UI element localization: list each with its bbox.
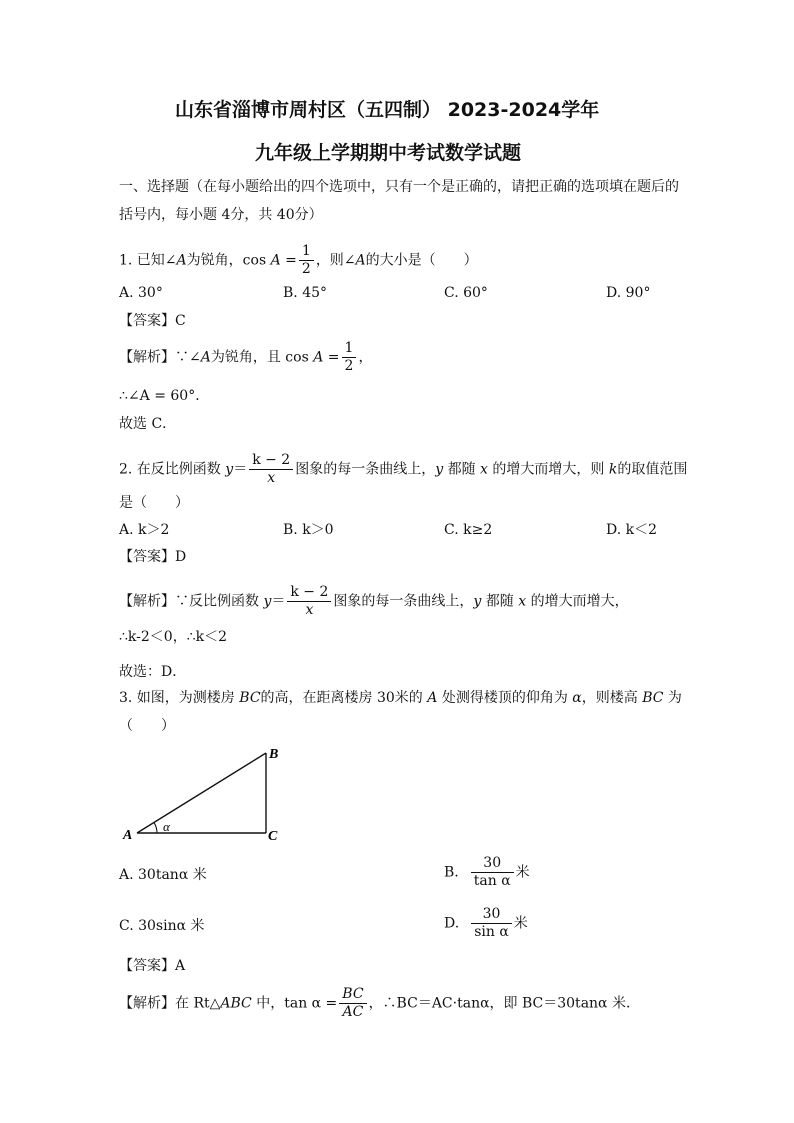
q2-therefore: ∴k-2＜0，∴k＜2 (119, 629, 227, 645)
q1-analysis-fraction: $\frac{1}{2}$ (342, 340, 357, 375)
fig-label-c: C (268, 829, 278, 844)
q1-therefore: ∴∠A = 60°． (119, 388, 210, 404)
q1-answer: 【答案】C (119, 313, 186, 329)
q1-fraction: $\frac{1}{2}$ (299, 243, 314, 278)
q2-option-b: B. k＞0 (283, 522, 334, 538)
q1-choose: 故选 C． (119, 416, 177, 432)
q2-stem: 2. 在反比例函数 y＝ $\frac{k - 2}{x}$ 图象的每一条曲线上，y 都随 x 的增大而增大，则 k的取值范围 (119, 452, 688, 486)
q3-stem-line-2: （ ） (119, 718, 175, 734)
fig-label-b: B (269, 747, 279, 762)
q2-answer: 【答案】D (119, 549, 187, 565)
q3-answer: 【答案】A (119, 958, 186, 974)
q3-analysis: 【解析】在 Rt△ABC 中，tan α = $\frac{BC}{AC}$ ，∴BC＝AC·tanα，即 BC＝30tanα 米． (119, 986, 640, 1020)
q3-triangle-figure (115, 740, 295, 850)
title-line-1: 山东省淄博市周村区（五四制） 2023-2024学年 (175, 99, 600, 121)
q1-stem: 1. 已知∠A为锐角，cos A = $\frac{1}{2}$ ，则∠A的大小是（ ） (119, 243, 478, 277)
q3-stem: 3. 如图，为测楼房 BC的高，在距离楼房 30米的 A 处测得楼顶的仰角为 α，则楼高 BC 为 (119, 690, 682, 706)
fig-label-alpha: α (163, 819, 170, 834)
section-heading-line-2: 括号内，每小题 4分，共 40分） (119, 207, 323, 223)
q2-analysis-fraction: $\frac{k - 2}{x}$ (287, 584, 331, 619)
q2-fraction: $\frac{k - 2}{x}$ (249, 452, 293, 487)
q1-analysis: 【解析】∵∠A为锐角，且 cos A = $\frac{1}{2}$ ， (119, 340, 373, 374)
fig-label-a: A (123, 828, 133, 843)
q1-option-a: A. 30° (119, 285, 163, 301)
q1-option-b: B. 45° (283, 285, 328, 301)
q2-option-c: C. k≥2 (444, 522, 493, 538)
q3-option-c: C. 30sinα 米 (119, 918, 205, 934)
q2-analysis: 【解析】∵反比例函数 y＝ $\frac{k - 2}{x}$ 图象的每一条曲线上，y 都随 x 的增大而增大， (119, 584, 629, 618)
q3-option-b: B. $\frac{30}{\text{tan α}}$ 米 (444, 855, 530, 889)
q1-option-c: C. 60° (444, 285, 488, 301)
title-line-2: 九年级上学期期中考试数学试题 (255, 142, 522, 164)
q3-option-d: D. $\frac{30}{\text{sin α}}$ 米 (444, 906, 528, 940)
q2-choose: 故选：D． (119, 664, 187, 680)
q1-option-d: D. 90° (606, 285, 651, 301)
q3-option-a: A. 30tanα 米 (119, 867, 207, 883)
q2-option-d: D. k＜2 (606, 522, 658, 538)
q2-stem-line-2: 是（ ） (119, 495, 189, 511)
section-heading-line-1: 一、选择题（在每小题给出的四个选项中，只有一个是正确的，请把正确的选项填在题后的 (119, 179, 679, 195)
q2-option-a: A. k＞2 (119, 522, 170, 538)
